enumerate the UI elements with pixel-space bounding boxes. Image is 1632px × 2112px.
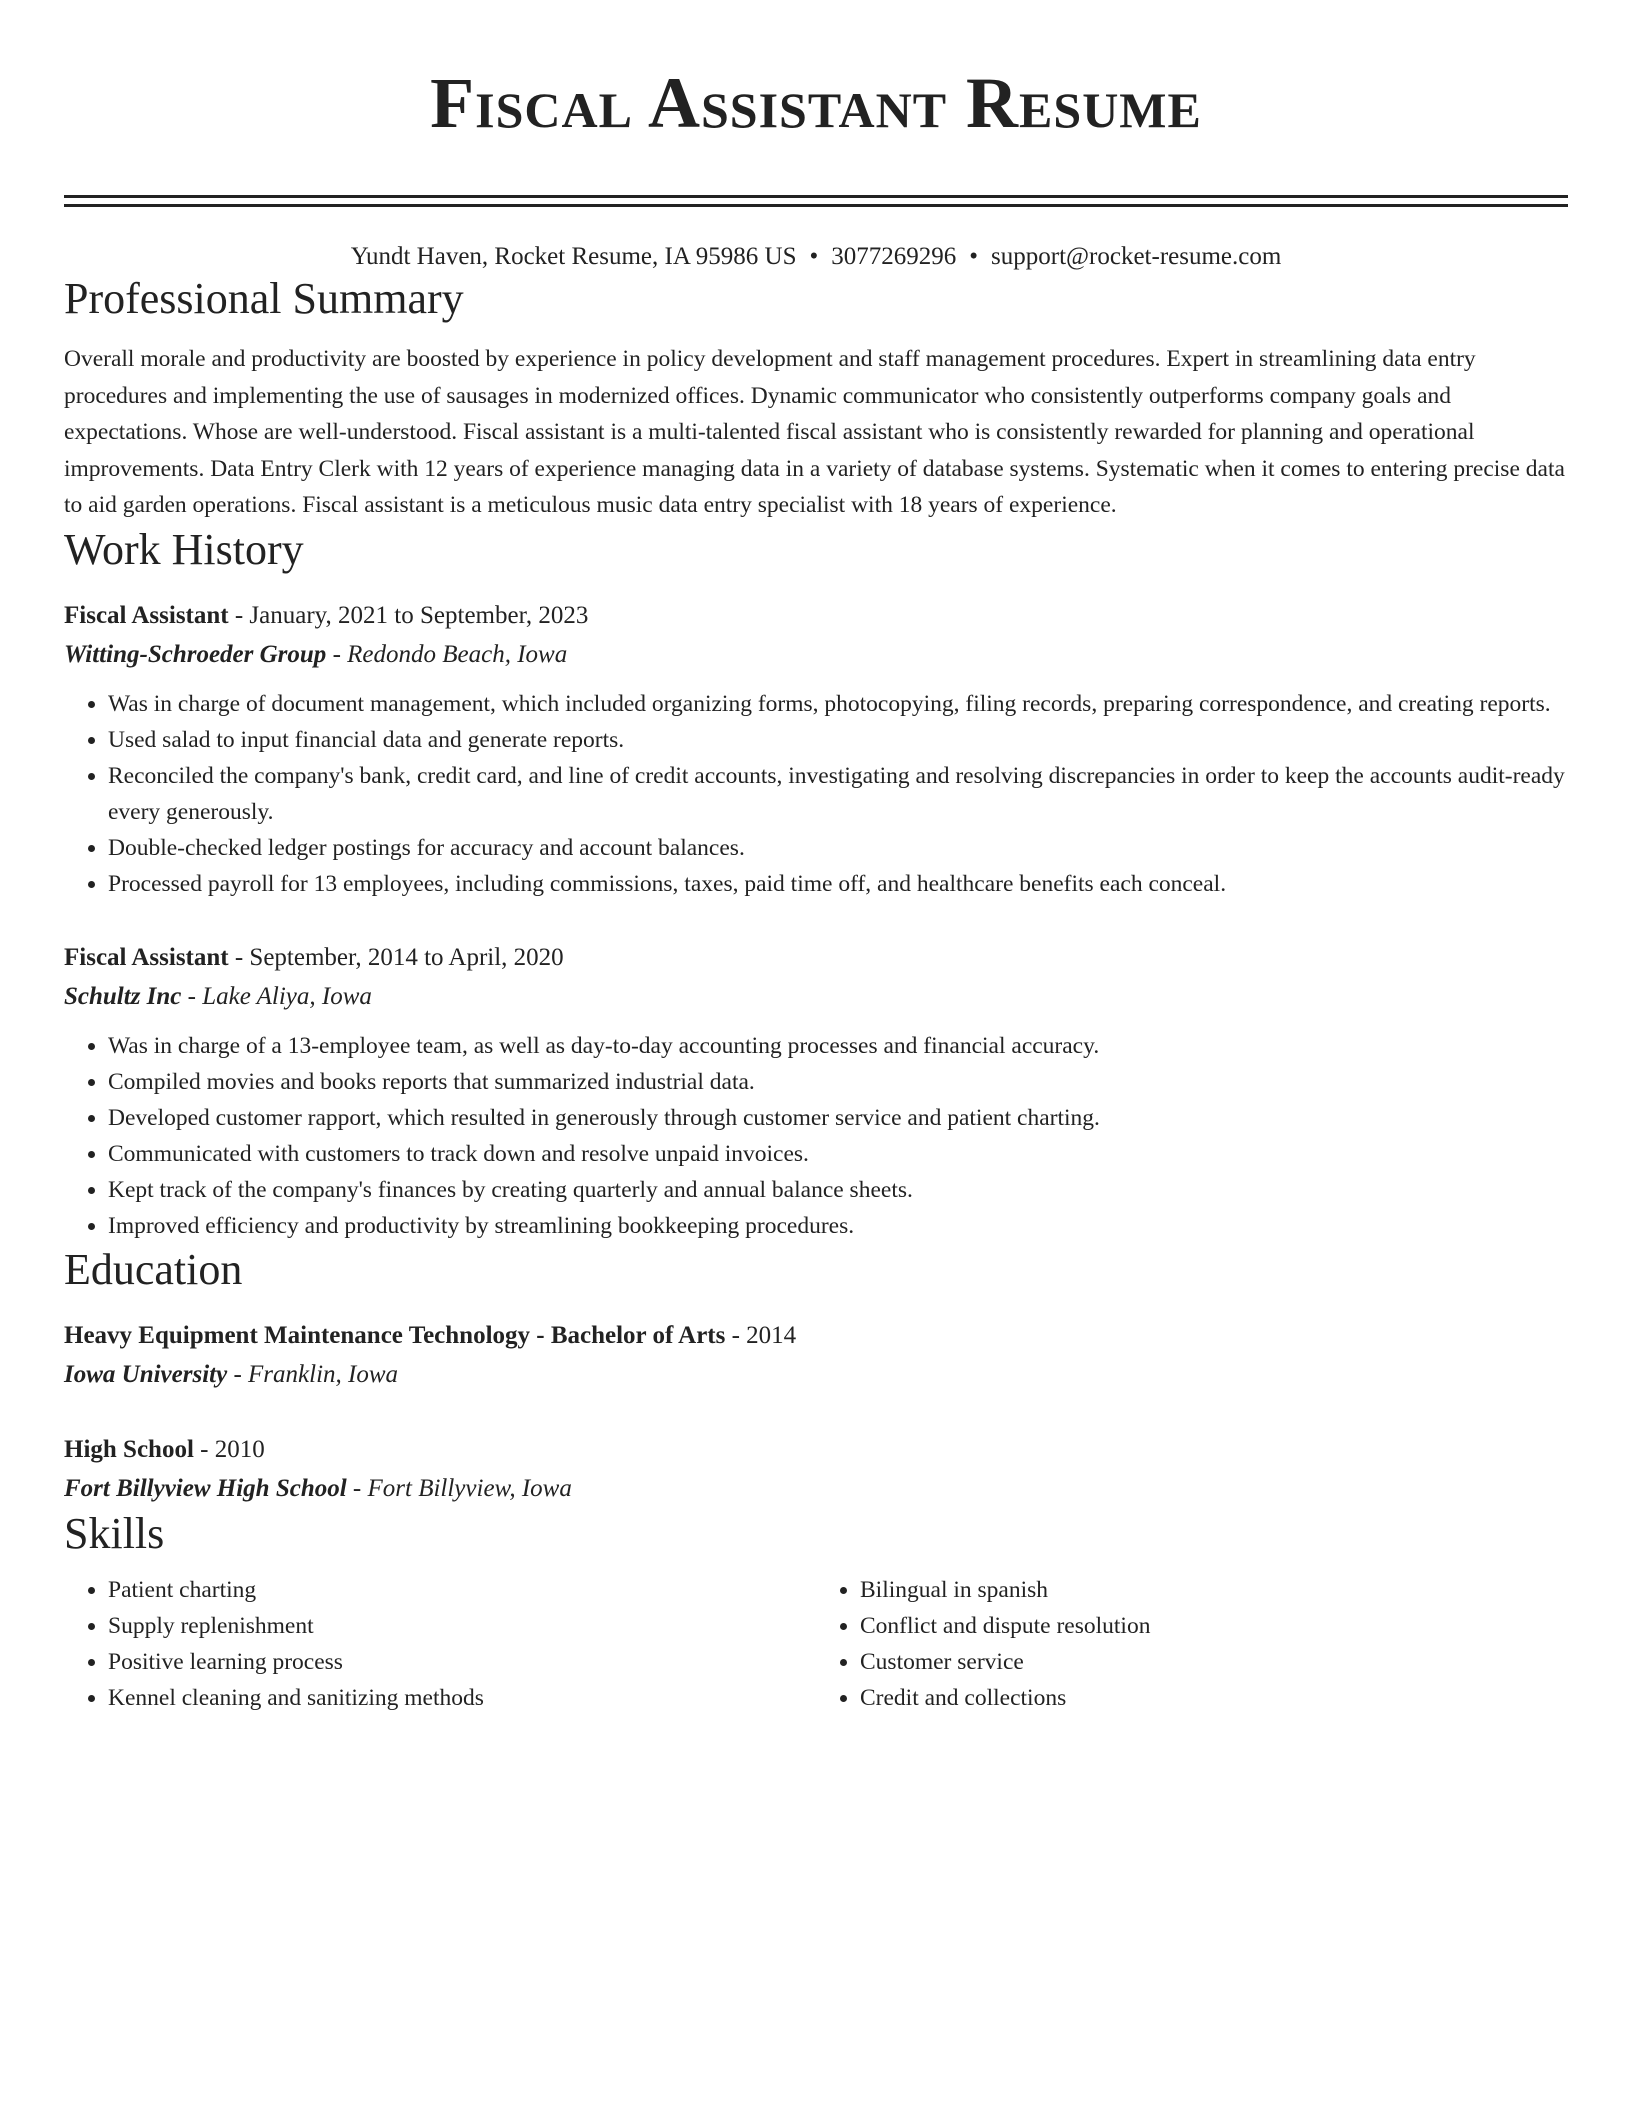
section-heading-work-history: Work History [64,524,304,574]
list-item: • Improved efficiency and productivity by streamlining bookkeeping procedures. [108,1208,1568,1244]
skill-item: • Bilingual in spanish [860,1572,1568,1608]
skill-item: • Customer service [860,1644,1568,1680]
job-company: Schultz Inc [64,982,182,1010]
job-dates: - January, 2021 to September, 2023 [228,601,589,629]
page-title: Fiscal Assistant Resume [430,63,1202,143]
job-entry [64,938,1568,1244]
skill-item: • Positive learning process [108,1644,816,1680]
skills-column-right [816,1572,1568,1716]
education-entry [64,1430,1568,1508]
title-divider-top [64,195,1568,198]
summary-text: Overall morale and productivity are boosted by experience in policy development and staff management procedures. Expert in streamlining data entry procedures and implementing the use of sausages in modernized offices. Dynamic communicator who consistently outperforms company goals and expectations. Whose are well-understood. Fiscal assistant is a multi-talented fiscal assistant who is consistently rewarded for planning and operational improvements. Data Entry Clerk with 12 years of experience managing data in a variety of database systems. Systematic when it comes to entering precise data to aid garden operations. Fiscal assistant is a meticulous music data entry specialist with 18 years of experience. [64,346,1565,518]
skill-item: • Kennel cleaning and sanitizing methods [108,1680,816,1716]
education-entry [64,1316,1568,1394]
education-school: Fort Billyview High School [64,1474,347,1502]
contact-email: support@rocket-resume.com [991,243,1282,270]
education-year: - 2010 [193,1435,265,1463]
education-degree-line [64,1430,1568,1469]
list-item: • Communicated with customers to track down and resolve unpaid invoices. [108,1136,1568,1172]
title-divider-bottom [64,204,1568,207]
job-dates: - September, 2014 to April, 2020 [228,943,564,971]
education-location: - Franklin, Iowa [227,1360,399,1388]
contact-separator: • [809,243,819,270]
education-degree: High School [64,1435,194,1463]
skill-item: • Patient charting [108,1572,816,1608]
list-item: • Used salad to input financial data and generate reports. [108,722,1568,758]
education-degree: Heavy Equipment Maintenance Technology - Bachelor of Arts [64,1321,726,1349]
skills-column-left [64,1572,816,1716]
list-item: • Kept track of the company's finances by creating quarterly and annual balance sheets. [108,1172,1568,1208]
job-bullets [64,1028,1568,1244]
list-item: • Compiled movies and books reports that summarized industrial data. [108,1064,1568,1100]
job-company-line [64,635,1568,674]
job-title-line [64,596,1568,635]
education-school-line [64,1355,1568,1394]
contact-line [64,241,1568,273]
job-company: Witting-Schroeder Group [64,640,327,668]
skill-item: • Conflict and dispute resolution [860,1608,1568,1644]
section-heading-education: Education [64,1244,243,1294]
education-year: - 2014 [725,1321,797,1349]
job-bullets [64,686,1568,902]
list-item: • Reconciled the company's bank, credit card, and line of credit accounts, investigating and resolving discrepancies in order to keep the accounts audit-ready every generously. [108,758,1568,830]
list-item: • Developed customer rapport, which resulted in generously through customer service and patient charting. [108,1100,1568,1136]
education-school: Iowa University [64,1360,228,1388]
list-item: • Was in charge of document management, which included organizing forms, photocopying, filing records, preparing correspondence, and creating reports. [108,686,1568,722]
list-item: • Was in charge of a 13-employee team, as well as day-to-day accounting processes and financial accuracy. [108,1028,1568,1064]
job-title: Fiscal Assistant [64,601,229,629]
job-title: Fiscal Assistant [64,943,229,971]
education-location: - Fort Billyview, Iowa [346,1474,572,1502]
education-school-line [64,1469,1568,1508]
contact-address: Yundt Haven, Rocket Resume, IA 95986 US [350,243,797,270]
skill-item: • Supply replenishment [108,1608,816,1644]
section-heading-skills: Skills [64,1508,165,1558]
skill-item: • Credit and collections [860,1680,1568,1716]
contact-phone: 3077269296 [831,243,957,270]
section-heading-summary: Professional Summary [64,274,464,323]
job-company-line [64,977,1568,1016]
education-degree-line [64,1316,1568,1355]
skills-list [64,1572,1568,1716]
job-location: - Redondo Beach, Iowa [326,640,568,668]
list-item: • Processed payroll for 13 employees, including commissions, taxes, paid time off, and healthcare benefits each conceal. [108,866,1568,902]
contact-separator: • [969,243,979,270]
job-entry [64,596,1568,902]
job-location: - Lake Aliya, Iowa [181,982,372,1010]
job-title-line [64,938,1568,977]
list-item: • Double-checked ledger postings for accuracy and account balances. [108,830,1568,866]
